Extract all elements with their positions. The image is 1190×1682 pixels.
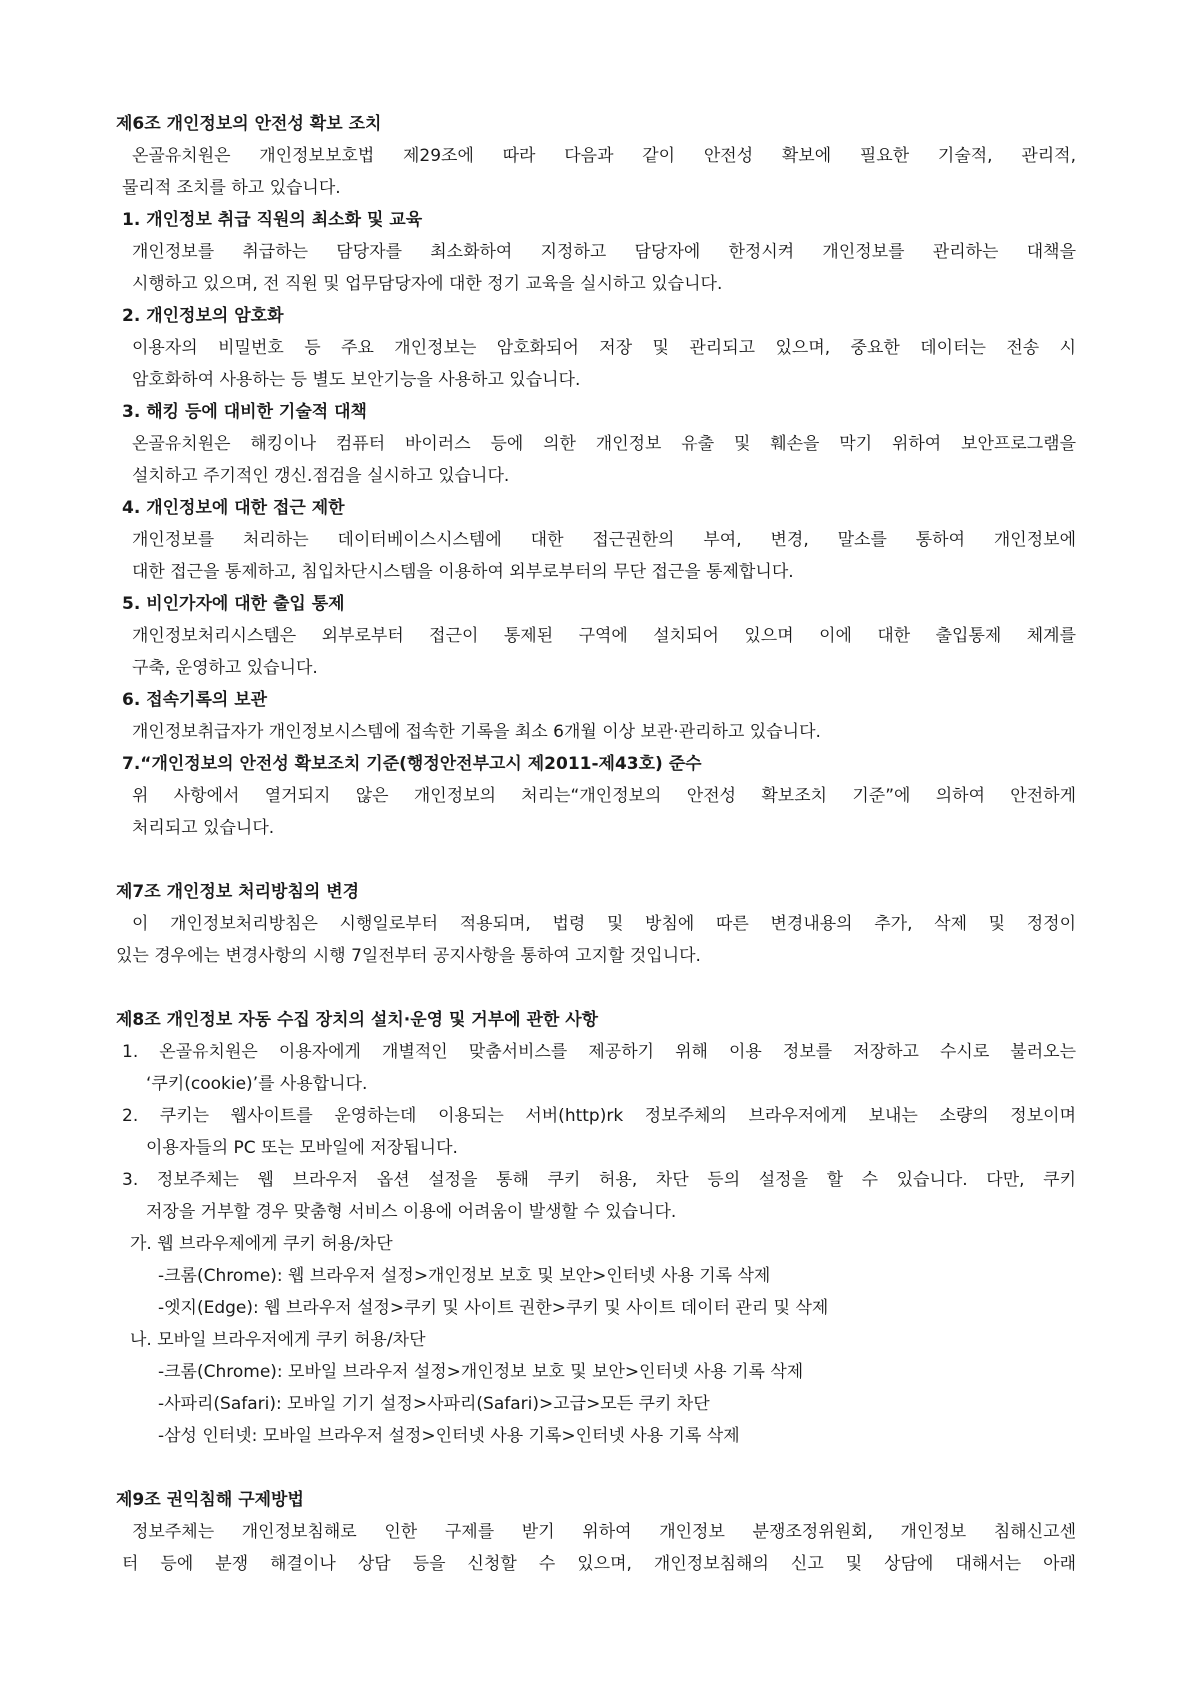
article-6-item-text: 설치하고 주기적인 갱신.점검을 실시하고 있습니다. xyxy=(132,466,510,486)
article-6-item-text: 개인정보처리시스템은 외부로부터 접근이 통제된 구역에 설치되어 있으며 이에 대한 출입통제 체계를 xyxy=(132,626,1076,646)
article-8-title: 제8조 개인정보 자동 수집 장치의 설치·운영 및 거부에 관한 사항 xyxy=(116,1010,599,1030)
article-9-text: 정보주체는 개인정보침해로 인한 구제를 받기 위하여 개인정보 분쟁조정위원회, 개인정보 침해신고센 xyxy=(132,1522,1076,1542)
article-7 xyxy=(116,876,1076,972)
article-6-item-title: 2. 개인정보의 암호화 xyxy=(122,306,284,326)
article-6-item-text: 개인정보취급자가 개인정보시스템에 접속한 기록을 최소 6개월 이상 보관·관리하고 있습니다. xyxy=(132,722,821,742)
section-spacer xyxy=(116,972,1076,1004)
document-page xyxy=(116,108,1076,1580)
article-6-intro-line: 물리적 조치를 하고 있습니다. xyxy=(122,178,341,198)
article-6-item-text: 처리되고 있습니다. xyxy=(132,818,275,838)
article-6-title: 제6조 개인정보의 안전성 확보 조치 xyxy=(116,114,382,134)
article-8-item-text: ‘쿠키(cookie)’를 사용합니다. xyxy=(146,1074,368,1094)
article-8-item-text: 2. 쿠키는 웹사이트를 운영하는데 이용되는 서버(http)rk 정보주체의 브라우저에게 보내는 소량의 정보이며 xyxy=(122,1106,1076,1126)
article-6 xyxy=(116,108,1076,844)
article-8-subsection-title: 가. 웹 브라우제에게 쿠키 허용/차단 xyxy=(130,1234,393,1254)
article-7-text: 있는 경우에는 변경사항의 시행 7일전부터 공지사항을 통하여 고지할 것입니다. xyxy=(116,946,701,966)
article-6-item-title: 3. 해킹 등에 대비한 기술적 대책 xyxy=(122,402,367,422)
article-6-item-text: 온골유치원은 해킹이나 컴퓨터 바이러스 등에 의한 개인정보 유출 및 훼손을 막기 위하여 보안프로그램을 xyxy=(132,434,1076,454)
article-8-subsection-title: 나. 모바일 브라우저에게 쿠키 허용/차단 xyxy=(130,1330,426,1350)
article-6-item-text: 이용자의 비밀번호 등 주요 개인정보는 암호화되어 저장 및 관리되고 있으며, 중요한 데이터는 전송 시 xyxy=(132,338,1076,358)
article-8-subsection-text: -크롬(Chrome): 모바일 브라우저 설정>개인정보 보호 및 보안>인터넷 사용 기록 삭제 xyxy=(158,1362,804,1382)
article-8-subsection-text: -삼성 인터넷: 모바일 브라우저 설정>인터넷 사용 기록>인터넷 사용 기록 삭제 xyxy=(158,1426,740,1446)
article-6-item-text: 대한 접근을 통제하고, 침입차단시스템을 이용하여 외부로부터의 무단 접근을 통제합니다. xyxy=(132,562,794,582)
article-6-item-text: 개인정보를 취급하는 담당자를 최소화하여 지정하고 담당자에 한정시켜 개인정보를 관리하는 대책을 xyxy=(132,242,1076,262)
article-8 xyxy=(116,1004,1076,1452)
article-6-item-text: 구축, 운영하고 있습니다. xyxy=(132,658,318,678)
article-9-title: 제9조 권익침해 구제방법 xyxy=(116,1490,304,1510)
article-6-item-text: 시행하고 있으며, 전 직원 및 업무담당자에 대한 정기 교육을 실시하고 있습니다. xyxy=(132,274,723,294)
article-8-item-text: 이용자들의 PC 또는 모바일에 저장됩니다. xyxy=(146,1138,458,1158)
article-6-item-text: 위 사항에서 열거되지 않은 개인정보의 처리는“개인정보의 안전성 확보조치 기준”에 의하여 안전하게 xyxy=(132,786,1076,806)
article-7-title: 제7조 개인정보 처리방침의 변경 xyxy=(116,882,360,902)
section-spacer xyxy=(116,1452,1076,1484)
article-8-item-text: 저장을 거부할 경우 맞춤형 서비스 이용에 어려움이 발생할 수 있습니다. xyxy=(146,1202,677,1222)
article-8-subsection-text: -엣지(Edge): 웹 브라우저 설정>쿠키 및 사이트 권한>쿠키 및 사이트 데이터 관리 및 삭제 xyxy=(158,1298,829,1318)
section-spacer xyxy=(116,844,1076,876)
article-8-item-text: 3. 정보주체는 웹 브라우저 옵션 설정을 통해 쿠키 허용, 차단 등의 설정을 할 수 있습니다. 다만, 쿠키 xyxy=(122,1170,1076,1190)
article-7-text: 이 개인정보처리방침은 시행일로부터 적용되며, 법령 및 방침에 따른 변경내용의 추가, 삭제 및 정정이 xyxy=(132,914,1076,934)
article-8-item-text: 1. 온골유치원은 이용자에게 개별적인 맞춤서비스를 제공하기 위해 이용 정보를 저장하고 수시로 불러오는 xyxy=(122,1042,1076,1062)
article-6-item-title: 5. 비인가자에 대한 출입 통제 xyxy=(122,594,345,614)
article-6-item-title: 7.“개인정보의 안전성 확보조치 기준(행정안전부고시 제2011-제43호) 준수 xyxy=(122,754,702,774)
article-6-item-title: 6. 접속기록의 보관 xyxy=(122,690,268,710)
article-9-text: 터 등에 분쟁 해결이나 상담 등을 신청할 수 있으며, 개인정보침해의 신고 및 상담에 대해서는 아래 xyxy=(122,1554,1076,1574)
article-6-item-title: 4. 개인정보에 대한 접근 제한 xyxy=(122,498,345,518)
article-8-subsection-text: -크롬(Chrome): 웹 브라우저 설정>개인정보 보호 및 보안>인터넷 사용 기록 삭제 xyxy=(158,1266,771,1286)
article-9 xyxy=(116,1484,1076,1580)
article-8-subsection-text: -사파리(Safari): 모바일 기기 설정>사파리(Safari)>고급>모든 쿠키 차단 xyxy=(158,1394,710,1414)
article-6-item-title: 1. 개인정보 취급 직원의 최소화 및 교육 xyxy=(122,210,423,230)
article-6-item-text: 암호화하여 사용하는 등 별도 보안기능을 사용하고 있습니다. xyxy=(132,370,581,390)
article-6-item-text: 개인정보를 처리하는 데이터베이스시스템에 대한 접근권한의 부여, 변경, 말소를 통하여 개인정보에 xyxy=(132,530,1076,550)
article-6-intro-line: 온골유치원은 개인정보보호법 제29조에 따라 다음과 같이 안전성 확보에 필요한 기술적, 관리적, xyxy=(132,146,1076,166)
